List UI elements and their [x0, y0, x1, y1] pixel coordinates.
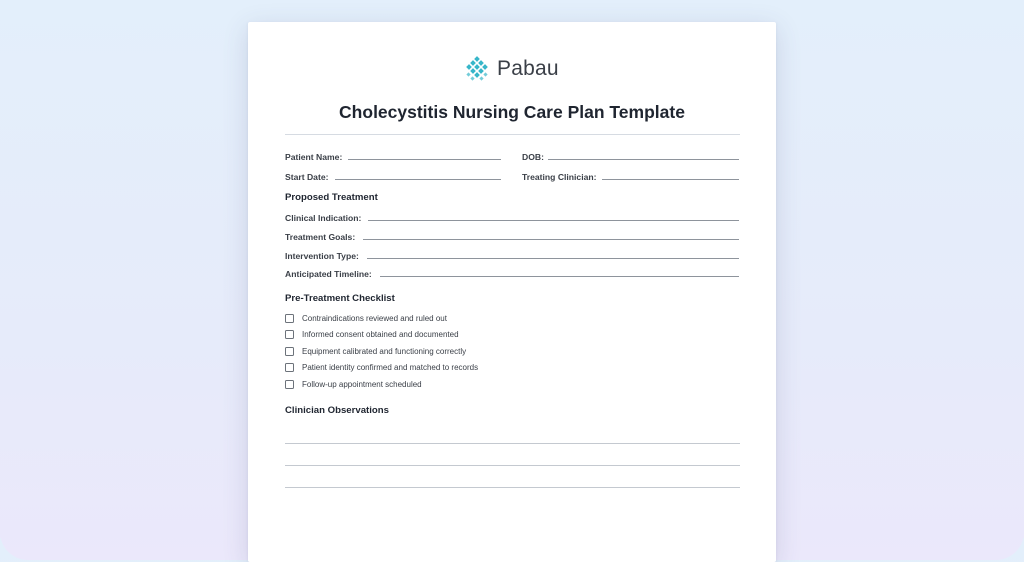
checkbox[interactable] [285, 314, 294, 323]
checklist-heading: Pre-Treatment Checklist [285, 293, 395, 304]
proposed-treatment-heading: Proposed Treatment [285, 192, 378, 203]
treatment-goals-label: Treatment Goals: [285, 232, 356, 242]
checklist-item[interactable] [285, 329, 459, 340]
dob-label: DOB: [522, 152, 544, 162]
checkbox[interactable] [285, 347, 294, 356]
start-date-field[interactable] [335, 179, 501, 180]
treatment-goals-field[interactable] [363, 239, 739, 240]
anticipated-timeline-label: Anticipated Timeline: [285, 269, 372, 279]
checkbox[interactable] [285, 330, 294, 339]
brand-logo [464, 56, 559, 82]
intervention-type-field[interactable] [367, 258, 739, 259]
checklist-item[interactable] [285, 379, 422, 390]
checklist-item-label: Equipment calibrated and functioning correctly [302, 347, 467, 356]
document-title: Cholecystitis Nursing Care Plan Template [339, 102, 685, 122]
treating-clinician-field[interactable] [602, 179, 739, 180]
brand-name: Pabau [497, 57, 559, 80]
checklist-item[interactable] [285, 313, 447, 324]
observation-line[interactable] [285, 443, 740, 444]
checklist-item[interactable] [285, 346, 466, 357]
checklist-item-label: Patient identity confirmed and matched to records [302, 363, 479, 372]
observation-line[interactable] [285, 487, 740, 488]
observations-heading: Clinician Observations [285, 405, 389, 416]
treating-clinician-label: Treating Clinician: [522, 172, 597, 182]
start-date-label: Start Date: [285, 172, 329, 182]
patient-name-label: Patient Name: [285, 152, 343, 162]
observation-line[interactable] [285, 465, 740, 466]
care-plan-document [248, 22, 776, 562]
checklist-item[interactable] [285, 362, 478, 373]
pabau-diamond-icon [464, 56, 490, 82]
intervention-type-label: Intervention Type: [285, 251, 359, 261]
checklist-item-label: Informed consent obtained and documented [302, 330, 459, 339]
clinical-indication-label: Clinical Indication: [285, 213, 362, 223]
anticipated-timeline-field[interactable] [380, 276, 739, 277]
clinical-indication-field[interactable] [368, 220, 739, 221]
checklist-item-label: Follow-up appointment scheduled [302, 380, 422, 389]
checkbox[interactable] [285, 363, 294, 372]
dob-field[interactable] [548, 159, 739, 160]
checkbox[interactable] [285, 380, 294, 389]
patient-name-field[interactable] [348, 159, 501, 160]
title-divider [285, 134, 740, 135]
checklist-item-label: Contraindications reviewed and ruled out [302, 314, 447, 323]
